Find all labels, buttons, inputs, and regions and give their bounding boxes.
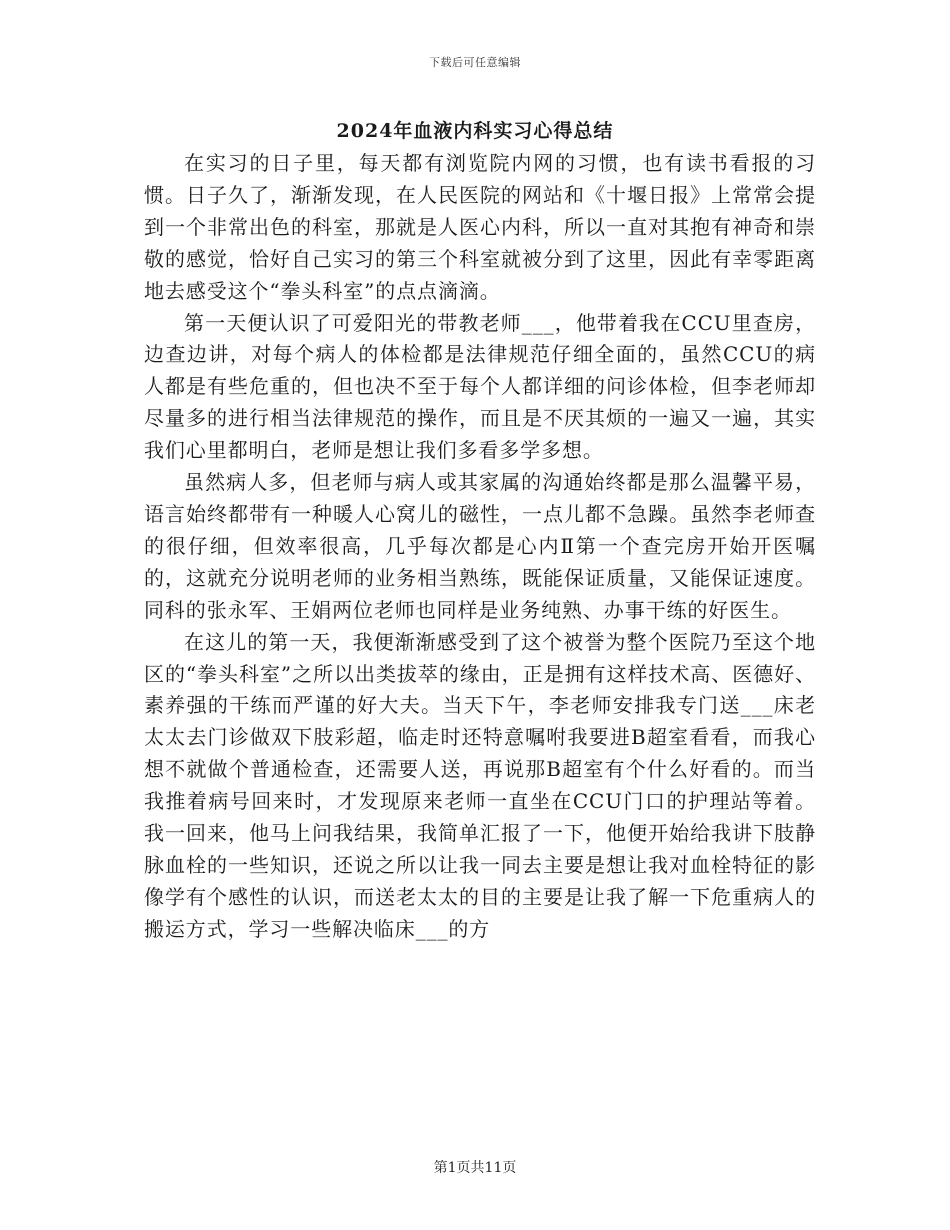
paragraph: 第一天便认识了可爱阳光的带教老师___，他带着我在CCU里查房，边查边讲，对每个病人的体检都是法律规范仔细全面的，虽然CCU的病人都是有些危重的，但也决不至于每个人都详细的问诊体检，但李老师却尽量多的进行相当法律规范的操作，而且是不厌其烦的一遍又一遍，其实我们心里都明白，老师是想让我们多看多学多想。 bbox=[144, 310, 816, 463]
page-header-note: 下载后可任意编辑 bbox=[429, 56, 521, 69]
paragraph: 在实习的日子里，每天都有浏览院内网的习惯，也有读书看报的习惯。日子久了，渐渐发现，在人民医院的网站和《十堰日报》上常常会提到一个非常出色的科室，那就是人医心内科，所以一直对其抱有神奇和崇敬的感觉，恰好自己实习的第三个科室就被分到了这里，因此有幸零距离地去感受这个“拳头科室”的点点滴滴。 bbox=[144, 151, 816, 303]
paragraph: 虽然病人多，但老师与病人或其家属的沟通始终都是那么温馨平易，语言始终都带有一种暖人心窝儿的磁性，一点儿都不急躁。虽然李老师查的很仔细，但效率很高，几乎每次都是心内Ⅱ第一个查完房开始开医嘱的，这就充分说明老师的业务相当熟练，既能保证质量，又能保证速度。同科的张永军、王娟两位老师也同样是业务纯熟、办事干练的好医生。 bbox=[144, 470, 816, 622]
document-body bbox=[144, 148, 816, 946]
document-title: 2024年血液内科实习心得总结 bbox=[336, 120, 614, 142]
paragraph: 在这儿的第一天，我便渐渐感受到了这个被誉为整个医院乃至这个地区的“拳头科室”之所以出类拔萃的缘由，正是拥有这样技术高、医德好、素养强的干练而严谨的好大夫。当天下午，李老师安排我专门送___床老太太去门诊做双下肢彩超，临走时还特意嘱咐我要进B超室看看，而我心想不就做个普通检查，还需要人送，再说那B超室有个什么好看的。而当我推着病号回来时，才发现原来老师一直坐在CCU门口的护理站等着。我一回来，他马上问我结果，我简单汇报了一下，他便开始给我讲下肢静脉血栓的一些知识，还说之所以让我一同去主要是想让我对血栓特征的影像学有个感性的认识，而送老太太的目的主要是让我了解一下危重病人的搬运方式，学习一些解决临床___的方 bbox=[144, 629, 816, 941]
page-number: 第1页共11页 bbox=[433, 1160, 517, 1176]
